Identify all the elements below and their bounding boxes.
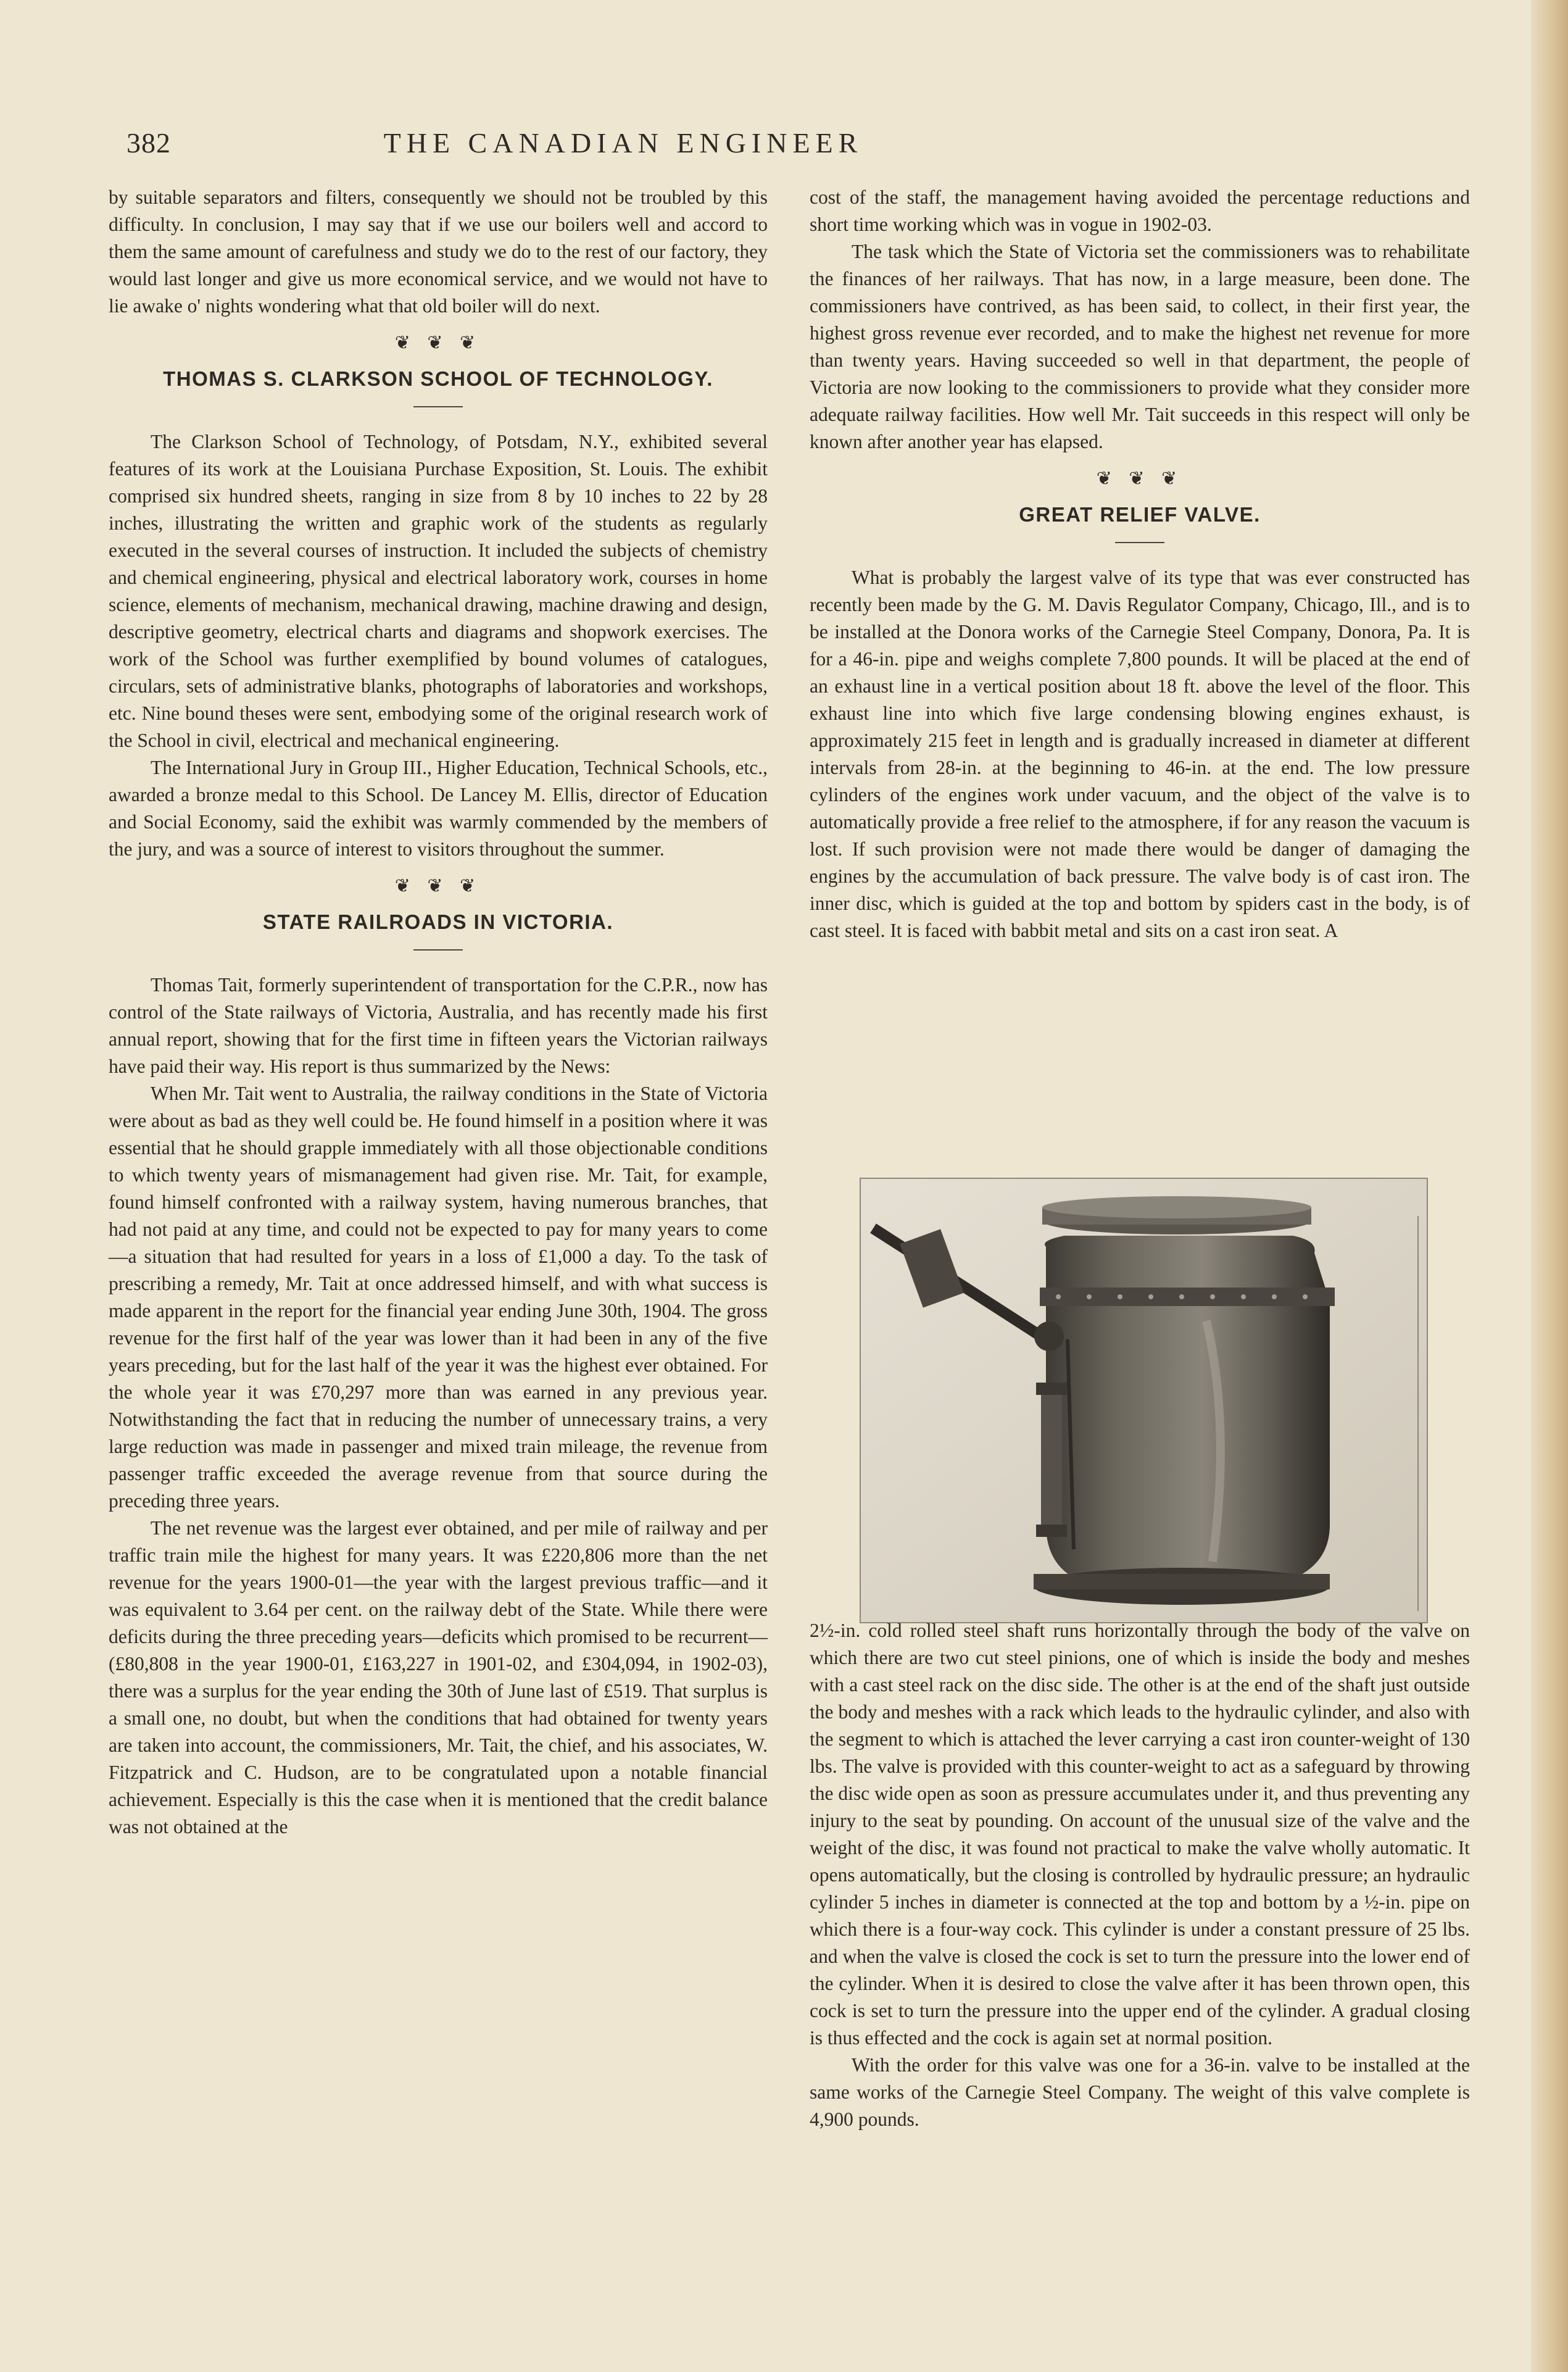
title-divider	[413, 949, 463, 951]
valve-paragraph-1: What is probably the largest valve of its type that was ever constructed has recently been made by the G. M. Davis Regulator Company, Chicago, Ill., and is to be installed at the Donora works of the Carnegie Steel Company, Donora, Pa. It is for a 46-in. pipe and weighs complete 7,800 pounds. It will be placed at the end of an exhaust line in a vertical position about 18 ft. above the level of the floor. This exhaust line into which five large condensing blowing engines exhaust, is approximately 215 feet in length and is gradually increased in diameter at different intervals from 28-in. at the beginning to 46-in. at the end. The low pressure cylinders of the engines work under vacuum, and the object of the valve is to automatically provide a free relief to the atmosphere, if for any reason the vacuum is lost. If such provision were not made there would be danger of damaging the engines by the accumulation of back pressure. The valve body is of cast iron. The inner disc, which is guided at the top and bottom by spiders cast in the body, is of cast steel. It is faced with babbit metal and sits on a cast iron seat. A	[810, 567, 1470, 941]
railroads-paragraph-1: Thomas Tait, formerly superintendent of transportation for the C.P.R., now has control of the State railways of Victoria, Australia, and has recently made his first annual report, showing that for the first time in fifteen years the Victorian railways have paid their way. His report is thus summarized by the News:	[109, 974, 768, 1077]
railroads-task-paragraph: The task which the State of Victoria set the commissioners was to rehabilitate the finances of her railways. That has now, in a large measure, been done. The commissioners have contrived, as has been said, to collect, in their first year, the highest gross revenue ever recorded, and to make the highest net revenue for more than twenty years. Having succeeded so well in that department, the people of Victoria are now looking to the commissioners to provide what they consider more adequate railway facilities. How well Mr. Tait succeeds in this respect will only be known after another year has elapsed.	[810, 241, 1470, 452]
clarkson-paragraph-1: The Clarkson School of Technology, of Potsdam, N.Y., exhibited several features of its work at the Louisiana Purchase Exposition, St. Louis. The exhibit comprised six hundred sheets, ranging in size from 8 by 10 inches to 22 by 28 inches, illustrating the written and graphic work of the students as regularly executed in the several courses of instruction. It included the subjects of chemistry and chemical engineering, physical and electrical laboratory work, courses in home science, elements of mechanism, mechanical drawing, machine drawing and design, descriptive geometry, electrical charts and diagrams and shopwork exercises. The work of the School was further exemplified by bound volumes of catalogues, circulars, sets of administrative blanks, photographs of laboratories and workshops, etc. Nine bound theses were sent, embodying some of the original research work of the School in civil, electrical and mechanical engineering.	[109, 431, 768, 751]
right-column-lower	[810, 1617, 1470, 2133]
title-divider	[413, 406, 463, 407]
page-number: 382	[127, 127, 171, 159]
valve-paragraph-3: With the order for this valve was one for a 36-in. valve to be installed at the same works of the Carnegie Steel Company. The weight of this valve complete is 4,900 pounds.	[810, 2054, 1470, 2130]
valve-article-title: GREAT RELIEF VALVE.	[1019, 503, 1261, 526]
right-column-upper	[810, 184, 1470, 944]
title-divider	[1115, 542, 1164, 543]
section-ornament: ❦ ❦ ❦	[1096, 468, 1184, 489]
intro-paragraph: by suitable separators and filters, consequently we should not be troubled by this difficulty. In conclusion, I may say that if we use our boilers well and accord to them the same amount of carefulness and study we do to the rest of our factory, they would last longer and give us more economical service, and we would not have to lie awake o' nights wondering what that old boiler will do next.	[109, 186, 768, 317]
valve-illustration	[861, 1179, 1427, 1622]
page-edge-shadow	[1531, 0, 1568, 2372]
left-column	[109, 184, 768, 1841]
railroads-paragraph-3: The net revenue was the largest ever obtained, and per mile of railway and per traffic train mile the highest for many years. It was £220,806 more than the net revenue for the years 1900-01—the year with the largest previous traffic—and it was equivalent to 3.64 per cent. on the railway debt of the State. While there were deficits during the three preceding years—deficits which promised to be recurrent—(£80,808 in the year 1900-01, £163,227 in 1901-02, and £304,094, in 1902-03), there was a surplus for the year ending the 30th of June last of £519. That surplus is a small one, no doubt, but when the conditions that had obtained for twenty years are taken into account, the commissioners, Mr. Tait, the chief, and his associates, W. Fitzpatrick and C. Hudson, are to be congratulated upon a notable financial achievement. Especially is this the case when it is mentioned that the credit balance was not obtained at the	[109, 1517, 768, 1837]
page-header	[127, 127, 1120, 170]
journal-title: THE CANADIAN ENGINEER	[383, 127, 863, 159]
relief-valve-photograph	[860, 1178, 1428, 1623]
section-ornament: ❦ ❦ ❦	[394, 333, 482, 353]
section-ornament: ❦ ❦ ❦	[394, 876, 482, 896]
railroads-continued-paragraph: cost of the staff, the management having avoided the percentage reductions and short time working which was in vogue in 1902-03.	[810, 186, 1470, 235]
railroads-article-title: STATE RAILROADS IN VICTORIA.	[262, 910, 614, 933]
clarkson-paragraph-2: The International Jury in Group III., Higher Education, Technical Schools, etc., awarded a bronze medal to this School. De Lancey M. Ellis, director of Education and Social Economy, said the exhibit was warmly commended by the members of the jury, and was a source of interest to visitors throughout the summer.	[109, 757, 768, 860]
valve-paragraph-2: 2½-in. cold rolled steel shaft runs horizontally through the body of the valve on which there are two cut steel pinions, one of which is inside the body and meshes with a cast steel rack on the disc side. The other is at the end of the shaft just outside the body and meshes with a rack which leads to the hydraulic cylinder, and also with the segment to which is attached the lever carrying a cast iron counter-weight of 130 lbs. The valve is provided with this counter-weight to act as a safeguard by throwing the disc wide open as soon as pressure accumulates under it, and thus preventing any injury to the seat by pounding. On account of the unusual size of the valve and the weight of the disc, it was found not practical to make the valve wholly automatic. It opens automatically, but the closing is controlled by hydraulic pressure; an hydraulic cylinder 5 inches in diameter is connected at the top and bottom by a ½-in. pipe on which there is a four-way cock. This cylinder is under a constant pressure of 25 lbs. and when the valve is closed the cock is set to turn the pressure into the lower end of the cylinder. When it is desired to close the valve after it has been thrown open, this cock is set to turn the pressure into the upper end of the cylinder. A gradual closing is thus effected and the cock is again set at normal position.	[810, 1620, 1470, 2049]
clarkson-article-title: THOMAS S. CLARKSON SCHOOL OF TECHNOLOGY.	[163, 367, 713, 390]
railroads-paragraph-2: When Mr. Tait went to Australia, the railway conditions in the State of Victoria were about as bad as they well could be. He found himself in a position where it was essential that he should grapple immediately with all those objectionable conditions to which twenty years of mismanagement had given rise. Mr. Tait, for example, found himself confronted with a railway system, having numerous branches, that had not paid at any time, and could not be expected to pay for many years to come—a situation that had resulted for years in a loss of £1,000 a day. To the task of prescribing a remedy, Mr. Tait at once addressed himself, and with what success is made apparent in the report for the financial year ending June 30th, 1904. The gross revenue for the first half of the year was lower than it had been in any of the five years preceding, but for the last half of the year it was the highest ever obtained. For the whole year it was £70,297 more than was earned in any previous year. Notwithstanding the fact that in reducing the number of unnecessary trains, a very large reduction was made in passenger and mixed train mileage, the revenue from passenger traffic exceeded the average revenue from that source during the preceding three years.	[109, 1083, 768, 1512]
